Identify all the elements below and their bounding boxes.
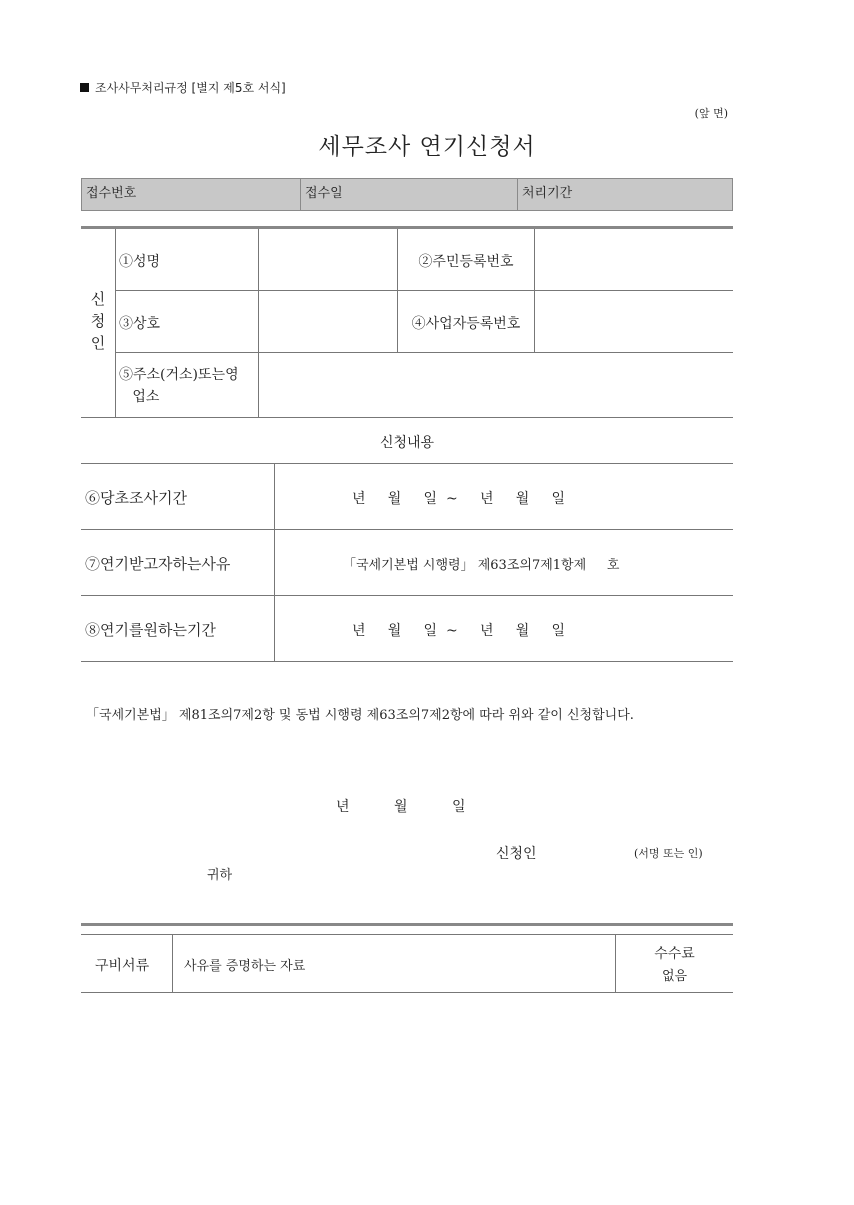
date-line[interactable]: 년 월 일 bbox=[336, 799, 466, 815]
row-line bbox=[81, 992, 733, 993]
business-reg-label: ④사업자등록번호 bbox=[411, 316, 521, 332]
receipt-number-label: 접수번호 bbox=[86, 186, 137, 201]
square-bullet-icon bbox=[80, 83, 89, 92]
receipt-date-label: 접수일 bbox=[305, 186, 343, 201]
form-reference bbox=[80, 79, 286, 96]
processing-period-cell bbox=[518, 179, 733, 211]
receipt-number-cell[interactable] bbox=[82, 179, 301, 211]
row-line bbox=[115, 290, 733, 291]
resident-number-label: ②주민등록번호 bbox=[418, 254, 514, 270]
desired-period-label: ⑧연기를원하는기간 bbox=[85, 621, 216, 639]
name-label: ①성명 bbox=[119, 254, 161, 270]
page-title: 세무조사 연기신청서 bbox=[318, 134, 536, 160]
processing-period-label: 처리기간 bbox=[522, 186, 573, 201]
col-line bbox=[258, 229, 259, 417]
row-line bbox=[115, 352, 733, 353]
desired-period-field[interactable]: 년 월 일 ~ 년 월 일 bbox=[352, 623, 566, 639]
receipt-date-cell[interactable] bbox=[301, 179, 518, 211]
content-section-label: 신청내용 bbox=[379, 435, 435, 451]
col-line bbox=[115, 229, 116, 417]
business-reg-field[interactable] bbox=[536, 292, 732, 351]
col-line bbox=[172, 934, 173, 992]
row-line bbox=[81, 661, 733, 662]
reason-field[interactable]: 「국세기본법 시행령」 제63조의7제1항제 호 bbox=[343, 558, 620, 573]
applicant-section-label: 신 청 인 bbox=[90, 290, 106, 352]
address-field[interactable] bbox=[260, 354, 732, 416]
row-line bbox=[81, 595, 733, 596]
sign-hint: (서명 또는 인) bbox=[634, 847, 703, 860]
reason-label: ⑦연기받고자하는사유 bbox=[85, 555, 231, 573]
required-docs-value: 사유를 증명하는 자료 bbox=[184, 959, 306, 974]
statement-text: 「국세기본법」 제81조의7제2항 및 동법 시행령 제63조의7제2항에 따라 위와 같이 신청합니다. bbox=[86, 708, 634, 723]
business-name-label: ③상호 bbox=[119, 316, 161, 332]
col-line bbox=[534, 229, 535, 352]
section-divider bbox=[81, 226, 733, 229]
receipt-table bbox=[81, 178, 733, 211]
business-name-field[interactable] bbox=[260, 292, 396, 351]
name-field[interactable] bbox=[260, 231, 396, 289]
row-line bbox=[81, 463, 733, 464]
row-line bbox=[81, 417, 733, 418]
row-line bbox=[81, 934, 733, 935]
col-line bbox=[274, 463, 275, 661]
form-reference-text: 조사사무처리규정 [별지 제5호 서식] bbox=[95, 81, 286, 95]
address-label: ⑤주소(거소)또는영 업소 bbox=[119, 367, 239, 405]
addressee-label: 귀하 bbox=[207, 868, 233, 883]
section-divider bbox=[81, 923, 733, 926]
resident-number-field[interactable] bbox=[536, 231, 732, 289]
fee-value: 없음 bbox=[661, 969, 688, 984]
fee-label: 수수료 bbox=[654, 946, 695, 962]
page-side: (앞 면) bbox=[694, 107, 728, 120]
original-period-field[interactable]: 년 월 일 ~ 년 월 일 bbox=[352, 491, 566, 507]
required-docs-label: 구비서류 bbox=[95, 958, 150, 974]
original-period-label: ⑥당초조사기간 bbox=[85, 489, 187, 507]
signer-label: 신청인 bbox=[496, 846, 537, 862]
col-line bbox=[397, 229, 398, 352]
row-line bbox=[81, 529, 733, 530]
